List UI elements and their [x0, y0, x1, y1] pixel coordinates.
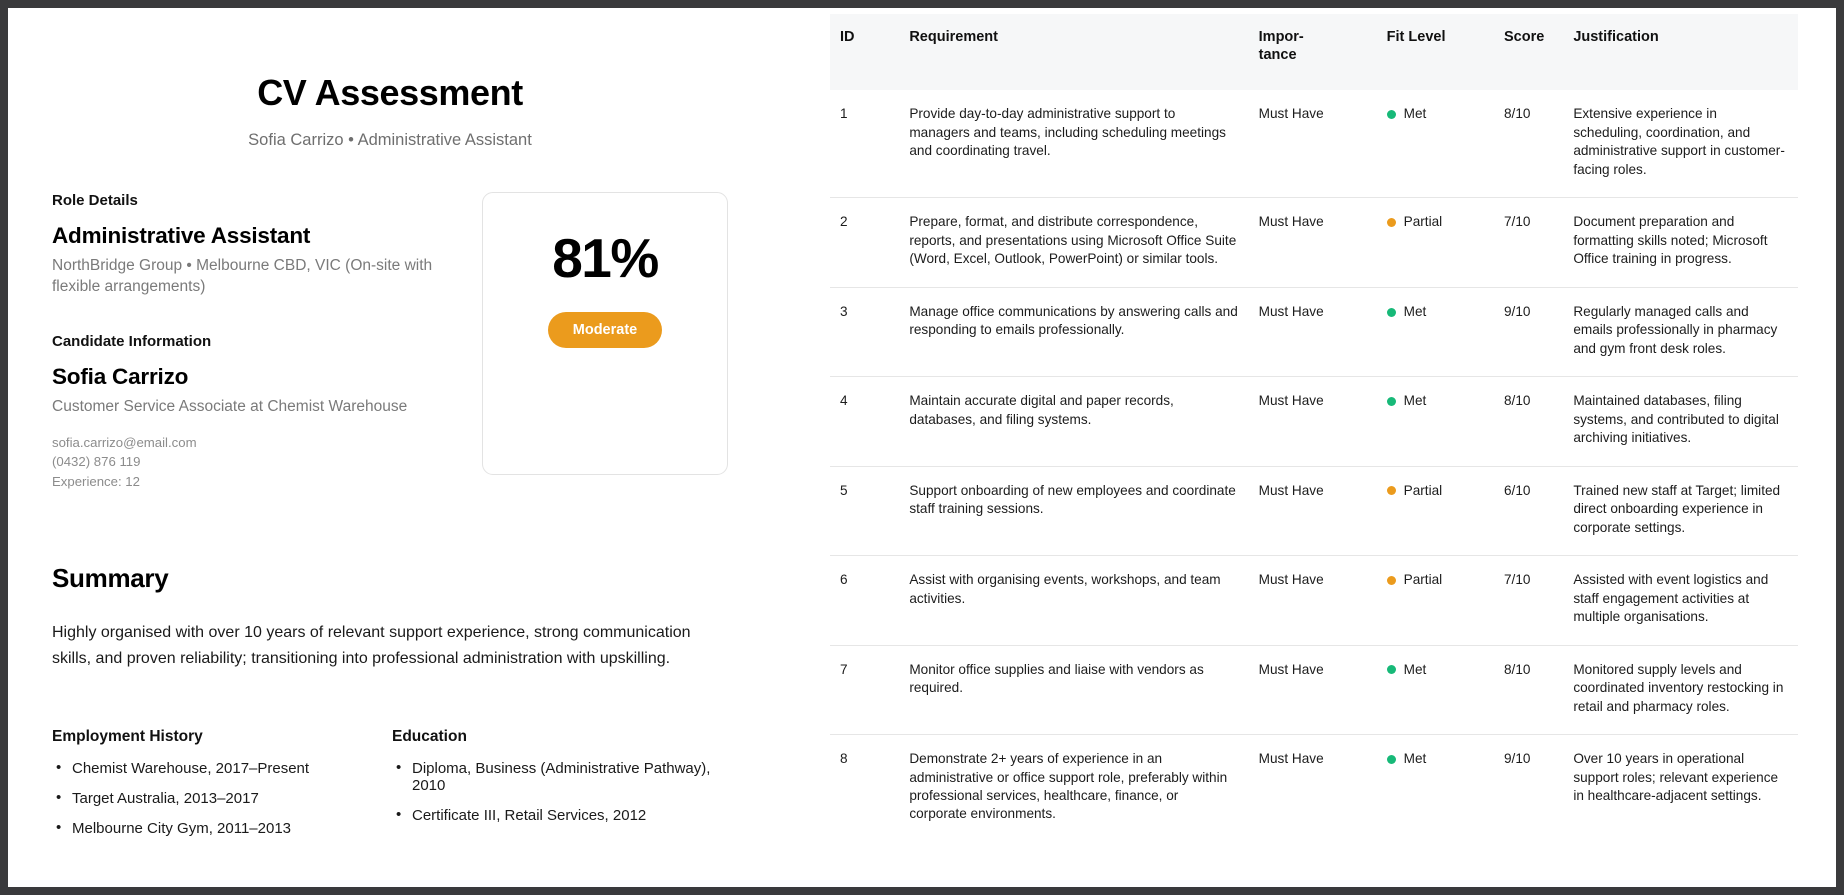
candidate-information-label: Candidate Information — [52, 333, 212, 351]
cell-id: 8 — [830, 735, 899, 842]
cell-fit-level — [1377, 645, 1494, 734]
candidate-contact-block — [52, 433, 452, 491]
list-item: • Melbourne City Gym, 2011–2013 — [52, 820, 392, 837]
document-body — [8, 8, 772, 850]
column-header-justification: Justification — [1563, 14, 1798, 90]
cell-score: 7/10 — [1494, 198, 1563, 287]
cell-justification: Over 10 years in operational support roles; relevant experience in healthcare-adjacent settings. — [1563, 735, 1798, 842]
candidate-phone: (0432) 876 119 — [52, 454, 141, 470]
cell-importance: Must Have — [1249, 645, 1377, 734]
cv-document-pane — [0, 0, 772, 895]
table-header — [830, 14, 1798, 90]
column-header-fit-level: Fit Level — [1377, 14, 1494, 90]
cell-justification: Extensive experience in scheduling, coordination, and administrative support in customer-facing roles. — [1573, 106, 1785, 177]
fit-status-label: Partial — [1403, 572, 1443, 588]
candidate-current-role: Customer Service Associate at Chemist Warehouse — [52, 398, 408, 416]
table-row — [830, 287, 1798, 376]
cell-fit-level — [1377, 90, 1494, 197]
cell-requirement: Prepare, format, and distribute correspondence, reports, and presentations using Microsoft Office Suite (Word, Excel, Outlook, PowerPoint) or similar tools. — [899, 198, 1248, 287]
cell-requirement: Assist with organising events, workshops, and team activities. — [899, 556, 1248, 645]
fit-status-label: Met — [1403, 393, 1427, 409]
fit-status-label: Partial — [1403, 214, 1443, 230]
list-item: • Chemist Warehouse, 2017–Present — [52, 760, 392, 777]
cell-requirement: Monitor office supplies and liaise with vendors as required. — [899, 645, 1248, 734]
education-block — [392, 728, 728, 850]
column-header-score: Score — [1494, 14, 1563, 90]
fit-status-dot-icon — [1387, 110, 1396, 119]
cell-justification: Regularly managed calls and emails professionally in pharmacy and gym front desk roles. — [1563, 287, 1798, 376]
cell-id: 3 — [830, 287, 899, 376]
requirements-pane — [772, 0, 1844, 895]
cell-importance: Must Have — [1249, 466, 1377, 555]
fit-status-label: Met — [1403, 106, 1427, 122]
cell-requirement: Support onboarding of new employees and coordinate staff training sessions. — [899, 466, 1248, 555]
column-header-importance — [1249, 14, 1377, 90]
fit-status-dot-icon — [1387, 576, 1396, 585]
candidate-experience: Experience: 12 — [52, 473, 140, 489]
cell-score: 6/10 — [1494, 466, 1563, 555]
cell-requirement: Manage office communications by answering calls and responding to emails professionally. — [899, 287, 1248, 376]
cell-fit-level — [1377, 466, 1494, 555]
cell-importance: Must Have — [1249, 377, 1377, 466]
table-row — [830, 466, 1798, 555]
history-education-row — [52, 728, 728, 850]
cell-fit-level — [1377, 556, 1494, 645]
fit-status-dot-icon — [1387, 665, 1396, 674]
cell-id: 2 — [830, 198, 899, 287]
cell-importance: Must Have — [1249, 735, 1377, 842]
column-header-requirement: Requirement — [899, 14, 1248, 90]
fit-status-dot-icon — [1387, 486, 1396, 495]
table-row — [830, 645, 1798, 734]
cell-importance: Must Have — [1249, 556, 1377, 645]
cell-fit-level — [1377, 287, 1494, 376]
info-left-column — [52, 192, 452, 491]
requirements-table-wrap — [830, 14, 1798, 842]
column-header-id: ID — [830, 14, 899, 90]
spacer — [52, 297, 452, 333]
cell-justification: Trained new staff at Target; limited direct onboarding experience in corporate settings. — [1563, 466, 1798, 555]
fit-status-label: Met — [1403, 751, 1427, 767]
table-row — [830, 377, 1798, 466]
cell-justification: Monitored supply levels and coordinated inventory restocking in retail and pharmacy roles. — [1563, 645, 1798, 734]
summary-heading: Summary — [52, 563, 169, 594]
info-right-column — [476, 192, 728, 491]
cell-score: 9/10 — [1494, 287, 1563, 376]
list-item: • Certificate III, Retail Services, 2012 — [392, 807, 728, 824]
table-body — [830, 90, 1798, 842]
cell-id: 7 — [830, 645, 899, 734]
fit-status-dot-icon — [1387, 218, 1396, 227]
list-item: • Diploma, Business (Administrative Pathway), 2010 — [392, 760, 728, 794]
role-details-label: Role Details — [52, 192, 138, 209]
cell-score: 9/10 — [1494, 735, 1563, 842]
page-title: CV Assessment — [257, 72, 523, 113]
table-row — [830, 735, 1798, 842]
fit-status-label: Partial — [1403, 482, 1443, 498]
fit-status-dot-icon — [1387, 397, 1396, 406]
candidate-email: sofia.carrizo@email.com — [52, 434, 197, 450]
cell-requirement: Maintain accurate digital and paper records, databases, and filing systems. — [899, 377, 1248, 466]
cell-justification: Maintained databases, filing systems, and contributed to digital archiving initiatives. — [1563, 377, 1798, 466]
cell-id: 1 — [840, 106, 848, 122]
cell-importance: Must Have — [1249, 198, 1377, 287]
employment-history-list — [52, 760, 392, 837]
employment-history-heading: Employment History — [52, 727, 203, 745]
fit-status-dot-icon — [1387, 308, 1396, 317]
cell-id: 4 — [830, 377, 899, 466]
status-badge: Moderate — [548, 312, 662, 348]
cell-fit-level — [1377, 198, 1494, 287]
score-percentage: 81% — [552, 227, 658, 289]
cell-fit-level — [1377, 377, 1494, 466]
table-row — [830, 556, 1798, 645]
table-row — [830, 90, 1798, 197]
cell-requirement: Demonstrate 2+ years of experience in an administrative or office support role, preferably within professional services, healthcare, finance, or corporate environments. — [899, 735, 1248, 842]
cell-requirement: Provide day-to-day administrative support to managers and teams, including scheduling meetings and coordinating travel. — [909, 106, 1226, 159]
cell-importance: Must Have — [1258, 106, 1324, 122]
cell-importance: Must Have — [1249, 287, 1377, 376]
summary-text: Highly organised with over 10 years of relevant support experience, strong communication skills, and proven reliability; transitioning into professional administration with upskilling. — [52, 624, 691, 667]
score-card — [482, 192, 728, 475]
candidate-name: Sofia Carrizo — [52, 364, 189, 390]
cell-score: 8/10 — [1503, 106, 1531, 122]
cell-score: 8/10 — [1494, 645, 1563, 734]
cell-justification: Document preparation and formatting skills noted; Microsoft Office training in progress. — [1563, 198, 1798, 287]
education-list — [392, 760, 728, 824]
cell-score: 8/10 — [1494, 377, 1563, 466]
page-subtitle: Sofia Carrizo • Administrative Assistant — [248, 131, 532, 149]
cell-score: 7/10 — [1494, 556, 1563, 645]
role-meta: NorthBridge Group • Melbourne CBD, VIC (On-site with flexible arrangements) — [52, 257, 433, 295]
education-heading: Education — [392, 727, 467, 745]
cell-fit-level — [1377, 735, 1494, 842]
column-header-importance-line1: Impor- — [1258, 29, 1304, 45]
employment-history-block — [52, 728, 392, 850]
fit-status-label: Met — [1403, 303, 1427, 319]
table-row — [830, 198, 1798, 287]
column-header-importance-line2: tance — [1258, 46, 1297, 63]
requirements-table — [830, 14, 1798, 842]
role-title: Administrative Assistant — [52, 223, 311, 248]
cell-justification: Assisted with event logistics and staff engagement activities at multiple organisations. — [1563, 556, 1798, 645]
info-grid — [52, 192, 728, 491]
list-item: • Target Australia, 2013–2017 — [52, 790, 392, 807]
cell-id: 6 — [830, 556, 899, 645]
fit-status-dot-icon — [1387, 755, 1396, 764]
fit-status-label: Met — [1403, 661, 1427, 677]
cell-id: 5 — [830, 466, 899, 555]
table-header-row — [830, 14, 1798, 90]
